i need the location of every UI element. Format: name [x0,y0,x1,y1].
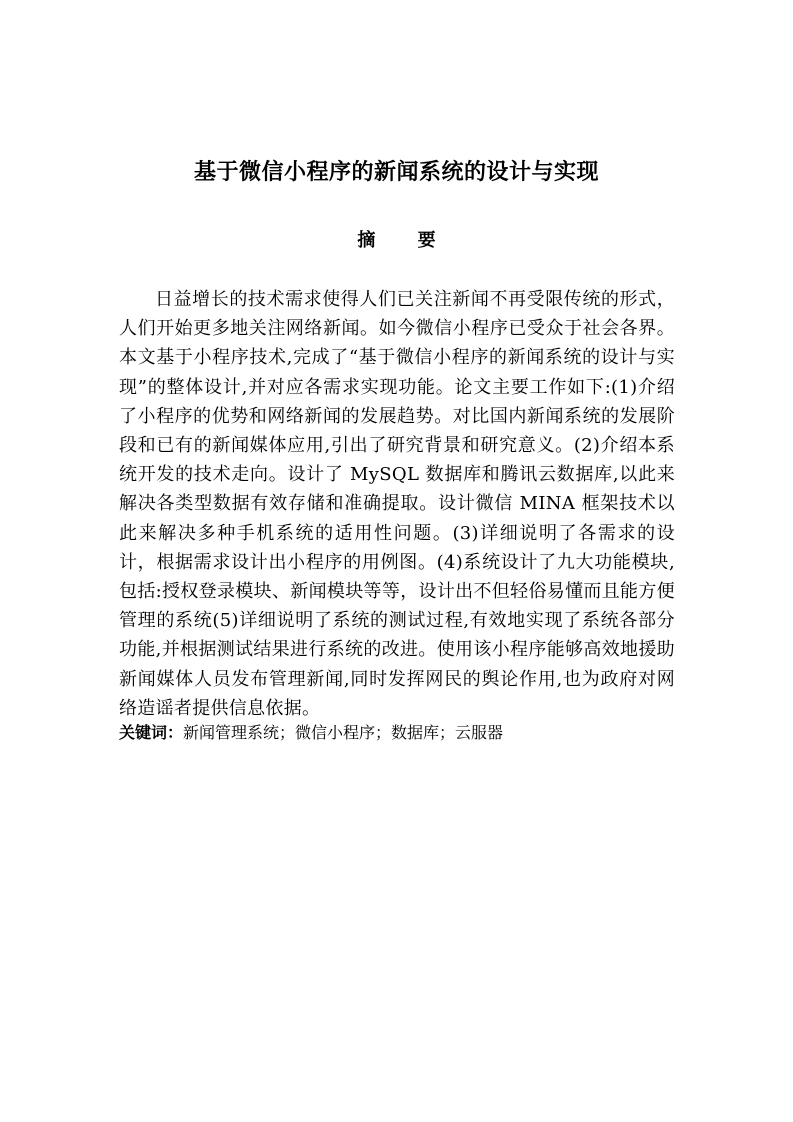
keywords-label: 关键词： [119,723,184,742]
abstract-heading: 摘 要 [357,230,454,251]
abstract-body: 日益增长的技术需求使得人们已关注新闻不再受限传统的形式，人们开始更多地关注网络新闻。如今微信小程序已受众于社会各界。本文基于小程序技术,完成了“基于微信小程序的新闻系统的设计与实现”的整体设计,并对应各需求实现功能。论文主要工作如下:(1)介绍了小程序的优势和网络新闻的发展趋势。对比国内新闻系统的发展阶段和已有的新闻媒体应用,引出了研究背景和研究意义。(2)介绍本系统开发的技术走向。设计了 MySQL 数据库和腾讯云数据库,以此来解决各类型数据有效存储和准确提取。设计微信 MINA 框架技术以此来解决多种手机系统的适用性问题。(3)详细说明了各需求的设计，根据需求设计出小程序的用例图。(4)系统设计了九大功能模块,包括:授权登录模块、新闻模块等等，设计出不但轻俗易懂而且能方便管理的系统(5)详细说明了系统的测试过程,有效地实现了系统各部分功能,并根据测试结果进行系统的改进。使用该小程序能够高效地援助新闻媒体人员发布管理新闻,同时发挥网民的舆论作用,也为政府对网络造谣者提供信息依据。 [119,289,675,719]
page-title: 基于微信小程序的新闻系统的设计与实现 [193,160,599,185]
keywords-text: 新闻管理系统；微信小程序；数据库；云服器 [183,723,504,742]
keywords-line [119,719,675,747]
